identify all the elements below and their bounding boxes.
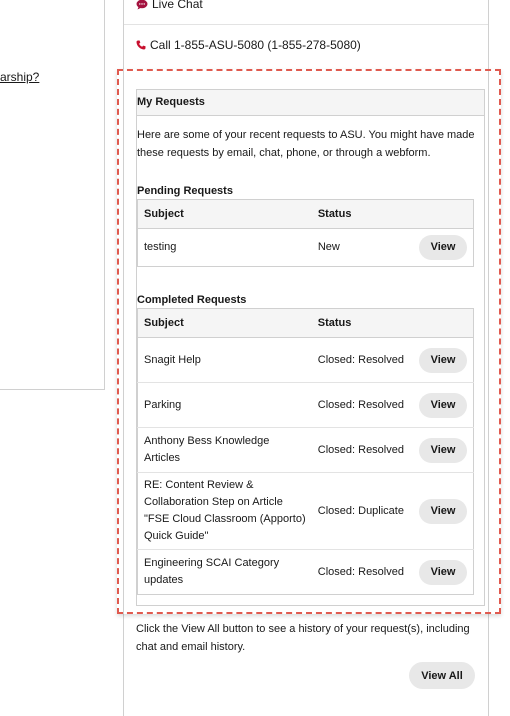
view-button[interactable]: View [419,499,467,524]
row-subject: Engineering SCAI Category updates [138,550,312,595]
chat-bubble-icon [136,0,148,10]
row-subject: Anthony Bess Knowledge Articles [138,428,312,473]
call-label: Call 1-855-ASU-5080 (1-855-278-5080) [150,38,361,52]
view-all-button[interactable]: View All [409,662,475,689]
row-status: Closed: Resolved [312,338,413,383]
row-subject: Parking [138,383,312,428]
left-panel [0,0,105,390]
column-header-status: Status [312,200,413,229]
table-row [138,383,474,428]
row-status: Closed: Duplicate [312,473,413,550]
column-header-subject: Subject [138,200,312,229]
row-subject: testing [138,229,312,267]
my-requests-card [136,89,485,606]
column-header-status: Status [312,309,413,338]
view-button[interactable]: View [419,348,467,373]
table-row [138,338,474,383]
call-link[interactable] [136,38,361,52]
row-subject: Snagit Help [138,338,312,383]
live-chat-label: Live Chat [152,0,203,11]
column-header-subject: Subject [138,309,312,338]
column-header-action [413,200,474,229]
row-status: New [312,229,413,267]
pending-requests-title: Pending Requests [137,185,233,197]
table-row [138,428,474,473]
table-row [138,550,474,595]
row-subject: RE: Content Review & Collaboration Step on Article "FSE Cloud Classroom (Apporto) Quick Guide" [138,473,312,550]
view-button[interactable]: View [419,560,467,585]
view-button[interactable]: View [419,235,467,260]
phone-icon [136,40,146,50]
completed-requests-table [137,308,474,595]
card-header [137,90,484,116]
left-panel-link[interactable]: arship? [0,70,40,84]
divider [124,24,488,25]
row-status: Closed: Resolved [312,550,413,595]
intro-text: Here are some of your recent requests to ASU. You might have made these requests by email, chat, phone, or through a webform. [137,129,475,159]
row-status: Closed: Resolved [312,383,413,428]
live-chat-link[interactable] [136,0,203,11]
view-button[interactable]: View [419,393,467,418]
pending-requests-table [137,199,474,267]
row-status: Closed: Resolved [312,428,413,473]
view-all-hint: Click the View All button to see a history of your request(s), including chat and email history. [136,623,470,653]
column-header-action [413,309,474,338]
table-row [138,473,474,550]
view-button[interactable]: View [419,438,467,463]
card-title: My Requests [137,96,205,108]
table-row [138,229,474,267]
completed-requests-title: Completed Requests [137,294,247,306]
